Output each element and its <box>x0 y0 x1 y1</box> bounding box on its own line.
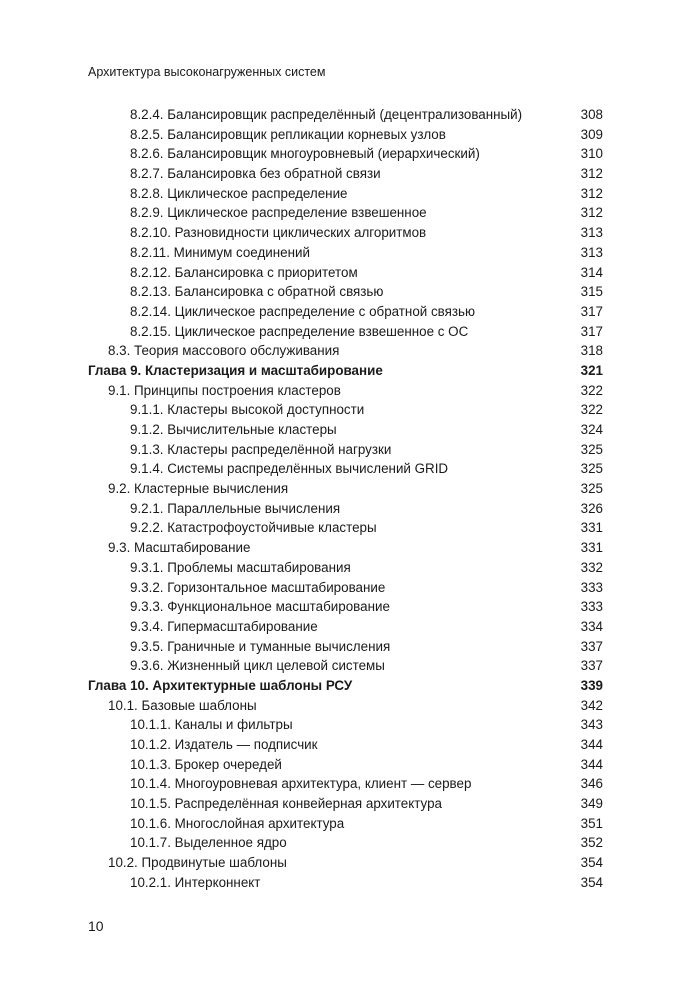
toc-subsection-row <box>88 420 603 440</box>
toc-entry-title: 8.2.14. Циклическое распределение с обратной связью <box>130 303 476 319</box>
toc-subsection-row <box>88 223 603 243</box>
toc-subsection-row <box>88 833 603 853</box>
toc-entry-page: 344 <box>580 737 603 752</box>
toc-entry-page: 322 <box>580 402 603 418</box>
toc-chapter-row <box>88 676 603 696</box>
toc-entry-page: 337 <box>580 638 603 654</box>
toc-subsection-row <box>88 282 603 302</box>
toc-entry-page: 331 <box>580 540 603 556</box>
toc-subsection-row <box>88 597 603 617</box>
toc-entry-title: 8.2.12. Балансировка с приоритетом <box>130 264 358 280</box>
toc-entry-title: 8.2.9. Циклическое распределение взвешенное <box>130 205 427 221</box>
toc-entry-title: 9.2. Кластерные вычисления <box>108 481 289 497</box>
toc-entry-title: 8.2.7. Балансировка без обратной связи <box>130 166 381 182</box>
toc-subsection-row <box>88 263 603 283</box>
toc-subsection-row <box>88 184 603 204</box>
toc-subsection-row <box>88 873 603 893</box>
toc-subsection-row <box>88 164 603 184</box>
toc-entry-page: 354 <box>580 874 603 890</box>
toc-entry-title: 9.1.2. Вычислительные кластеры <box>130 422 337 437</box>
toc-entry-title: 9.3.4. Гипермасштабирование <box>130 618 318 634</box>
toc-subsection-row <box>88 715 603 735</box>
toc-entry-page: 325 <box>580 461 603 477</box>
toc-entry-page: 351 <box>580 815 603 831</box>
toc-subsection-row <box>88 755 603 775</box>
toc-entry-page: 318 <box>580 343 603 359</box>
toc-entry-title: 9.1. Принципы построения кластеров <box>108 382 341 398</box>
toc-subsection-row <box>88 203 603 223</box>
toc-entry-title: 8.2.13. Балансировка с обратной связью <box>130 284 384 300</box>
toc-section-row <box>88 696 603 716</box>
toc-subsection-row <box>88 578 603 598</box>
toc-entry-title: 10.1.6. Многослойная архитектура <box>130 815 345 831</box>
toc-entry-title: 9.1.1. Кластеры высокой доступности <box>130 402 365 418</box>
toc-entry-title: 9.1.3. Кластеры распределённой нагрузки <box>130 441 392 457</box>
toc-entry-page: 354 <box>580 855 603 871</box>
toc-subsection-row <box>88 440 603 460</box>
toc-chapter-row <box>88 361 603 381</box>
toc-entry-title: 9.2.2. Катастрофоустойчивые кластеры <box>130 520 377 536</box>
toc-entry-title: 8.2.4. Балансировщик распределённый (децентрализованный) <box>130 107 523 122</box>
toc-entry-title: 10.2. Продвинутые шаблоны <box>108 855 287 871</box>
toc-entry-page: 308 <box>580 107 603 122</box>
toc-section-row <box>88 853 603 873</box>
toc-entry-title: 9.3. Масштабирование <box>108 540 251 556</box>
running-header: Архитектура высоконагруженных систем <box>88 65 326 79</box>
toc-subsection-row <box>88 735 603 755</box>
toc-entry-page: 321 <box>580 362 603 378</box>
toc-entry-page: 344 <box>580 756 603 772</box>
toc-subsection-row <box>88 814 603 834</box>
toc-entry-title: Глава 10. Архитектурные шаблоны РСУ <box>88 677 353 693</box>
toc-entry-page: 313 <box>580 225 603 241</box>
toc-entry-page: 312 <box>580 166 603 182</box>
toc-entry-title: 10.1.3. Брокер очередей <box>130 756 282 772</box>
toc-entry-page: 334 <box>580 618 603 634</box>
toc-entry-title: 8.2.10. Разновидности циклических алгоритмов <box>130 225 427 241</box>
toc-entry-page: 331 <box>580 520 603 536</box>
toc-section-row <box>88 381 603 401</box>
toc-entry-title: 10.1. Базовые шаблоны <box>108 697 257 713</box>
toc-entry-title: 8.2.8. Циклическое распределение <box>130 185 348 201</box>
toc-entry-title: Глава 9. Кластеризация и масштабирование <box>88 362 383 378</box>
toc-entry-title: 10.1.4. Многоуровневая архитектура, клиент — сервер <box>130 776 472 792</box>
toc-entry-title: 10.2.1. Интерконнект <box>130 874 261 890</box>
toc-entry-title: 8.2.6. Балансировщик многоуровневый (иерархический) <box>130 146 480 162</box>
toc-subsection-row <box>88 774 603 794</box>
toc-entry-page: 312 <box>580 185 603 201</box>
toc-entry-title: 9.3.3. Функциональное масштабирование <box>130 599 390 615</box>
toc-entry-page: 333 <box>580 579 603 595</box>
toc-entry-page: 332 <box>580 559 603 575</box>
toc-entry-page: 314 <box>580 264 603 280</box>
toc-subsection-row <box>88 302 603 322</box>
toc-entry-page: 343 <box>580 717 603 733</box>
toc-entry-title: 8.3. Теория массового обслуживания <box>108 343 340 359</box>
toc-entry-page: 339 <box>580 677 603 693</box>
toc-entry-title: 10.1.2. Издатель — подписчик <box>130 737 318 752</box>
toc-entry-page: 317 <box>580 323 603 339</box>
toc-entry-title: 10.1.1. Каналы и фильтры <box>130 717 293 733</box>
toc-entry-page: 322 <box>580 382 603 398</box>
toc-entry-title: 8.2.5. Балансировщик репликации корневых узлов <box>130 126 446 142</box>
toc-entry-page: 352 <box>580 835 603 851</box>
toc-subsection-row <box>88 617 603 637</box>
toc-entry-title: 8.2.15. Циклическое распределение взвешенное с ОС <box>130 323 469 339</box>
toc-subsection-row <box>88 794 603 814</box>
page-number: 10 <box>88 918 104 934</box>
toc-subsection-row <box>88 125 603 145</box>
toc-subsection-row <box>88 656 603 676</box>
toc-entry-title: 9.3.5. Граничные и туманные вычисления <box>130 638 391 654</box>
toc-entry-title: 9.3.6. Жизненный цикл целевой системы <box>130 658 385 674</box>
toc-entry-title: 8.2.11. Минимум соединений <box>130 244 310 260</box>
toc-subsection-row <box>88 105 603 125</box>
toc-entry-page: 326 <box>580 500 603 516</box>
toc-entry-page: 342 <box>580 697 603 713</box>
toc-subsection-row <box>88 243 603 263</box>
toc-subsection-row <box>88 499 603 519</box>
toc-entry-page: 312 <box>580 205 603 221</box>
toc-entry-title: 9.3.2. Горизонтальное масштабирование <box>130 579 386 595</box>
toc-subsection-row <box>88 637 603 657</box>
toc-entry-page: 309 <box>580 126 603 142</box>
toc-entry-title: 10.1.5. Распределённая конвейерная архитектура <box>130 796 442 812</box>
toc-entry-page: 324 <box>580 422 603 437</box>
toc-entry-page: 333 <box>580 599 603 615</box>
toc-entry-title: 9.3.1. Проблемы масштабирования <box>130 559 351 575</box>
toc-entry-page: 313 <box>580 244 603 260</box>
toc-entry-title: 9.1.4. Системы распределённых вычислений GRID <box>130 461 449 477</box>
toc-section-row <box>88 479 603 499</box>
toc-subsection-row <box>88 144 603 164</box>
toc-entry-page: 325 <box>580 481 603 497</box>
toc-entry-page: 346 <box>580 776 603 792</box>
toc-entry-page: 325 <box>580 441 603 457</box>
toc-entry-title: 10.1.7. Выделенное ядро <box>130 835 287 851</box>
toc-subsection-row <box>88 459 603 479</box>
toc-subsection-row <box>88 518 603 538</box>
toc-entry-page: 337 <box>580 658 603 674</box>
toc-section-row <box>88 341 603 361</box>
toc-entry-page: 315 <box>580 284 603 300</box>
table-of-contents <box>88 105 603 893</box>
toc-subsection-row <box>88 322 603 342</box>
toc-entry-page: 317 <box>580 303 603 319</box>
toc-entry-title: 9.2.1. Параллельные вычисления <box>130 500 341 516</box>
toc-entry-page: 310 <box>580 146 603 162</box>
toc-section-row <box>88 538 603 558</box>
toc-subsection-row <box>88 558 603 578</box>
toc-subsection-row <box>88 400 603 420</box>
toc-entry-page: 349 <box>580 796 603 812</box>
